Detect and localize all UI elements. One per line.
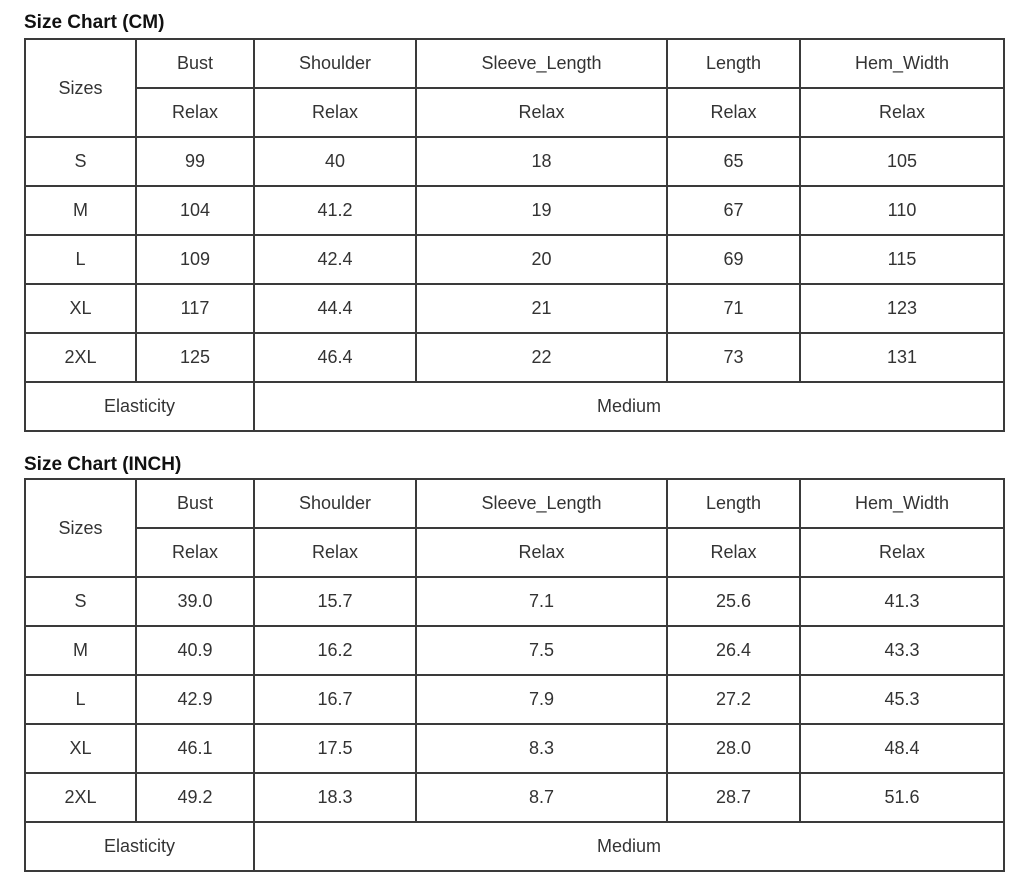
measurement-cell: 123	[800, 284, 1004, 333]
measurement-cell: 17.5	[254, 724, 416, 773]
fit-cell: Relax	[667, 528, 800, 577]
measurement-cell: 110	[800, 186, 1004, 235]
fit-cell: Relax	[416, 528, 667, 577]
measurement-cell: 71	[667, 284, 800, 333]
column-header-sleeve-length: Sleeve_Length	[416, 39, 667, 88]
elasticity-label: Elasticity	[25, 382, 254, 431]
fit-row	[25, 528, 1004, 577]
elasticity-value: Medium	[254, 382, 1004, 431]
column-header-hem-width: Hem_Width	[800, 479, 1004, 528]
elasticity-value: Medium	[254, 822, 1004, 871]
column-header-bust: Bust	[136, 39, 254, 88]
measurement-cell: 51.6	[800, 773, 1004, 822]
measurement-cell: 20	[416, 235, 667, 284]
measurement-cell: 41.2	[254, 186, 416, 235]
size-label: XL	[25, 284, 136, 333]
table-row	[25, 333, 1004, 382]
measurement-cell: 25.6	[667, 577, 800, 626]
measurement-cell: 41.3	[800, 577, 1004, 626]
measurement-cell: 45.3	[800, 675, 1004, 724]
sizes-header: Sizes	[25, 39, 136, 137]
header-row	[25, 479, 1004, 528]
size-label: 2XL	[25, 333, 136, 382]
table-row	[25, 186, 1004, 235]
size-label: 2XL	[25, 773, 136, 822]
measurement-cell: 16.2	[254, 626, 416, 675]
fit-cell: Relax	[136, 88, 254, 137]
table-row	[25, 773, 1004, 822]
measurement-cell: 125	[136, 333, 254, 382]
measurement-cell: 115	[800, 235, 1004, 284]
measurement-cell: 15.7	[254, 577, 416, 626]
size-label: S	[25, 577, 136, 626]
measurement-cell: 44.4	[254, 284, 416, 333]
table-row	[25, 626, 1004, 675]
measurement-cell: 7.5	[416, 626, 667, 675]
measurement-cell: 27.2	[667, 675, 800, 724]
measurement-cell: 42.4	[254, 235, 416, 284]
measurement-cell: 26.4	[667, 626, 800, 675]
header-row	[25, 39, 1004, 88]
fit-cell: Relax	[136, 528, 254, 577]
measurement-cell: 39.0	[136, 577, 254, 626]
measurement-cell: 28.7	[667, 773, 800, 822]
table-row	[25, 137, 1004, 186]
fit-cell: Relax	[800, 528, 1004, 577]
measurement-cell: 48.4	[800, 724, 1004, 773]
size-label: M	[25, 186, 136, 235]
measurement-cell: 65	[667, 137, 800, 186]
measurement-cell: 104	[136, 186, 254, 235]
measurement-cell: 46.1	[136, 724, 254, 773]
measurement-cell: 21	[416, 284, 667, 333]
table-row	[25, 675, 1004, 724]
column-header-shoulder: Shoulder	[254, 479, 416, 528]
measurement-cell: 49.2	[136, 773, 254, 822]
elasticity-label: Elasticity	[25, 822, 254, 871]
measurement-cell: 43.3	[800, 626, 1004, 675]
size-chart-cm-table	[24, 38, 1005, 432]
measurement-cell: 73	[667, 333, 800, 382]
size-label: XL	[25, 724, 136, 773]
table-row	[25, 235, 1004, 284]
measurement-cell: 40	[254, 137, 416, 186]
measurement-cell: 8.3	[416, 724, 667, 773]
size-chart-cm-title: Size Chart (CM)	[24, 12, 165, 33]
measurement-cell: 46.4	[254, 333, 416, 382]
elasticity-row	[25, 822, 1004, 871]
measurement-cell: 99	[136, 137, 254, 186]
measurement-cell: 22	[416, 333, 667, 382]
measurement-cell: 19	[416, 186, 667, 235]
measurement-cell: 67	[667, 186, 800, 235]
table-row	[25, 284, 1004, 333]
measurement-cell: 18.3	[254, 773, 416, 822]
table-row	[25, 577, 1004, 626]
column-header-length: Length	[667, 479, 800, 528]
size-label: M	[25, 626, 136, 675]
size-label: S	[25, 137, 136, 186]
fit-row	[25, 88, 1004, 137]
fit-cell: Relax	[254, 88, 416, 137]
fit-cell: Relax	[254, 528, 416, 577]
column-header-hem-width: Hem_Width	[800, 39, 1004, 88]
measurement-cell: 105	[800, 137, 1004, 186]
fit-cell: Relax	[416, 88, 667, 137]
measurement-cell: 117	[136, 284, 254, 333]
fit-cell: Relax	[800, 88, 1004, 137]
size-label: L	[25, 675, 136, 724]
size-label: L	[25, 235, 136, 284]
elasticity-row	[25, 382, 1004, 431]
column-header-bust: Bust	[136, 479, 254, 528]
measurement-cell: 18	[416, 137, 667, 186]
measurement-cell: 109	[136, 235, 254, 284]
measurement-cell: 16.7	[254, 675, 416, 724]
column-header-sleeve-length: Sleeve_Length	[416, 479, 667, 528]
measurement-cell: 42.9	[136, 675, 254, 724]
size-chart-inch-table	[24, 478, 1005, 872]
table-row	[25, 724, 1004, 773]
column-header-length: Length	[667, 39, 800, 88]
fit-cell: Relax	[667, 88, 800, 137]
measurement-cell: 40.9	[136, 626, 254, 675]
measurement-cell: 8.7	[416, 773, 667, 822]
measurement-cell: 7.9	[416, 675, 667, 724]
size-chart-inch-title: Size Chart (INCH)	[24, 454, 182, 475]
sizes-header: Sizes	[25, 479, 136, 577]
measurement-cell: 131	[800, 333, 1004, 382]
measurement-cell: 28.0	[667, 724, 800, 773]
measurement-cell: 69	[667, 235, 800, 284]
measurement-cell: 7.1	[416, 577, 667, 626]
column-header-shoulder: Shoulder	[254, 39, 416, 88]
